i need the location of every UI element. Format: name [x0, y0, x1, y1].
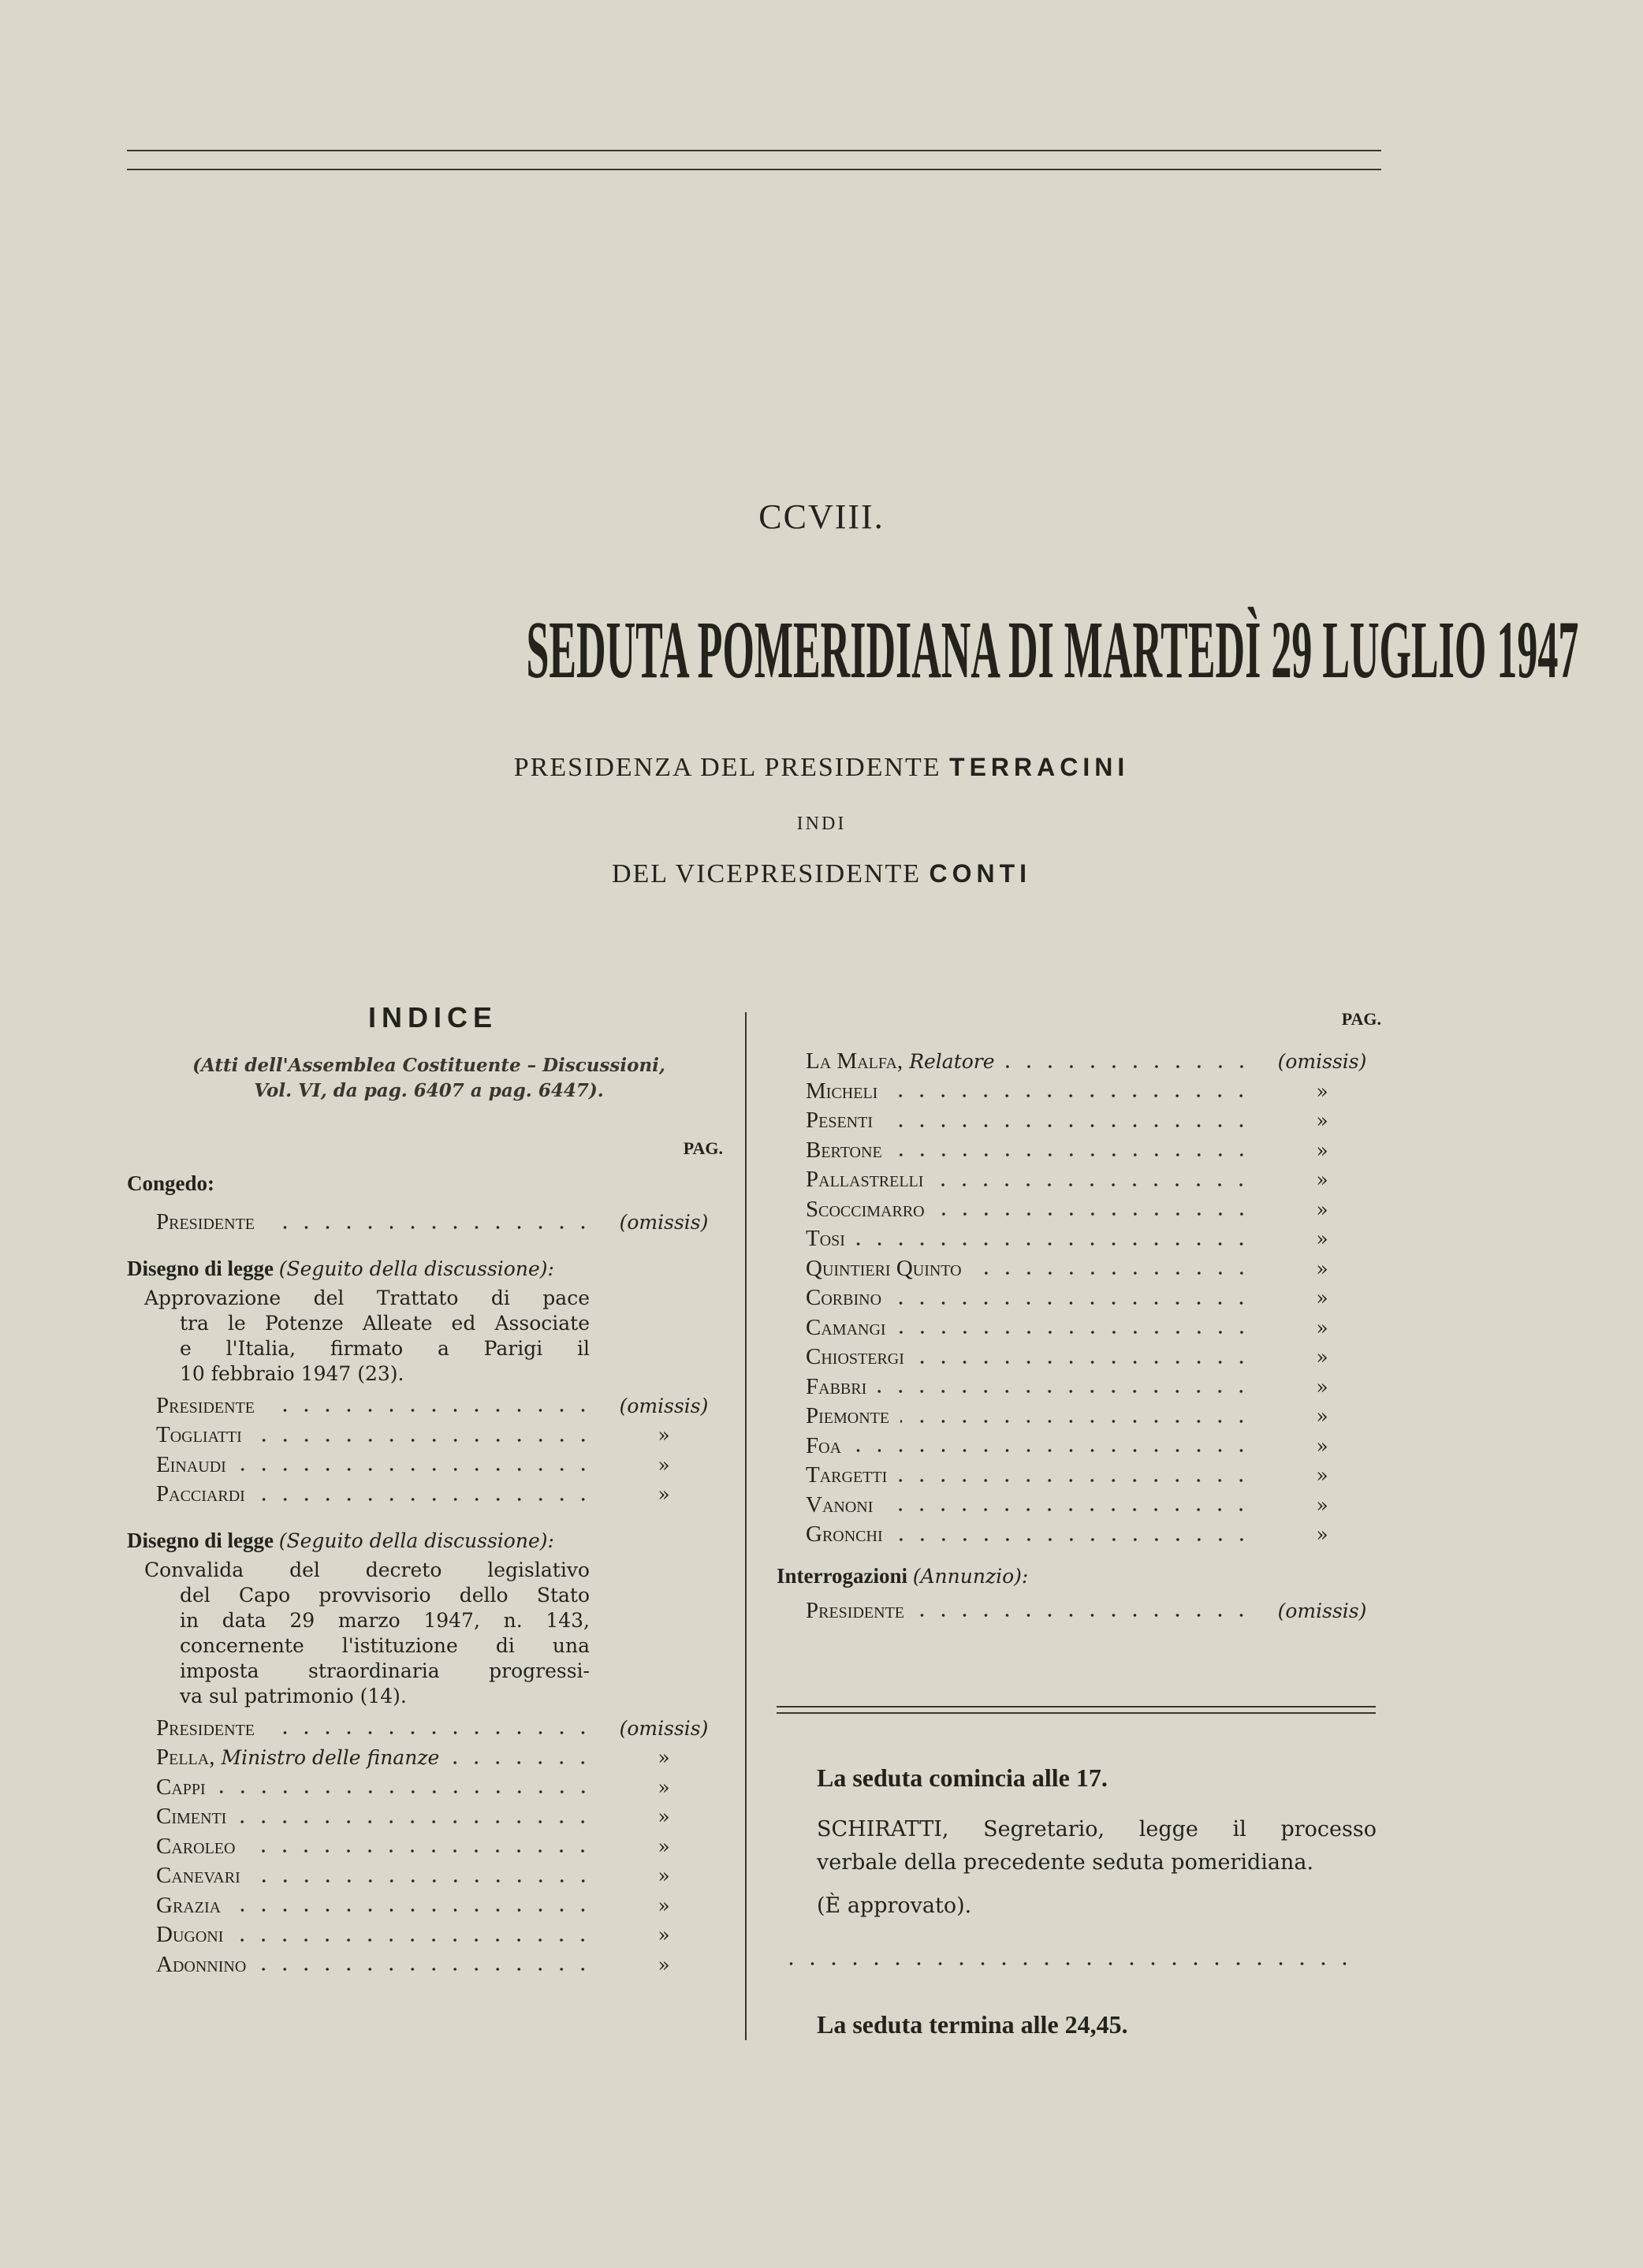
- page-reference: »: [1316, 1168, 1328, 1191]
- dot-leader: [232, 1908, 594, 1912]
- indi-label: INDI: [796, 814, 847, 834]
- index-entry: [777, 1313, 1381, 1343]
- top-rule-2: [127, 169, 1381, 170]
- speaker-name-text: Caroleo: [156, 1833, 236, 1859]
- page-reference: »: [1316, 1287, 1328, 1309]
- speaker-name: [156, 1891, 221, 1921]
- bill-description-line: va sul patrimonio (14).: [180, 1684, 407, 1708]
- speaker-name-text: La Malfa,: [806, 1048, 903, 1074]
- speaker-name: [156, 1802, 226, 1832]
- speaker-name-text: Quintieri Quinto: [806, 1255, 962, 1281]
- page-reference: »: [1316, 1316, 1328, 1339]
- section-heading: [127, 1170, 723, 1197]
- index-source: [127, 1053, 723, 1104]
- dot-leader: [217, 1789, 594, 1794]
- speaker-name: [156, 1861, 240, 1891]
- dot-leader: [884, 1507, 1252, 1512]
- speaker-name: [156, 1208, 255, 1238]
- double-rule-top: [777, 1706, 1376, 1708]
- bill-description-line: Convalida del decreto legislativo: [144, 1558, 590, 1581]
- speaker-name-text: Foa: [806, 1432, 842, 1458]
- page-reference: »: [658, 1775, 670, 1799]
- page-reference: »: [658, 1805, 670, 1828]
- page-reference: »: [1316, 1197, 1328, 1221]
- dot-leader: [251, 1879, 594, 1883]
- index-entry: [127, 1743, 723, 1773]
- dot-leader: [256, 1497, 594, 1502]
- speaker-name-text: Camangi: [806, 1314, 886, 1340]
- dot-leader: [884, 1123, 1252, 1128]
- index-source-line: Vol. VI, da pag. 6407 a pag. 6447).: [254, 1080, 604, 1101]
- speaker-name-text: Presidente: [156, 1209, 255, 1235]
- speaker-name-text: Corbino: [806, 1285, 882, 1310]
- speaker-name: [806, 1077, 877, 1107]
- index-entry: [777, 1520, 1381, 1550]
- index-entry: [127, 1891, 723, 1921]
- minutes-line: SCHIRATTI, Segretario, legge il processo: [817, 1817, 1377, 1842]
- speaker-role: Relatore: [909, 1050, 995, 1073]
- index-source-line: (Atti dell'Assemblea Costituente – Discussioni,: [192, 1055, 665, 1076]
- dot-leader: [237, 1819, 594, 1824]
- index-entry: [127, 1861, 723, 1891]
- dot-leader: [246, 1849, 594, 1853]
- dot-leader: [892, 1301, 1252, 1305]
- index-entry: [777, 1461, 1381, 1491]
- bill-description-line: tra le Potenze Alleate ed Associate: [180, 1311, 590, 1335]
- page-reference: (omissis): [1277, 1599, 1367, 1622]
- page-reference: »: [1316, 1523, 1328, 1546]
- bill-description-line: in data 29 marzo 1947, n. 143,: [180, 1608, 590, 1632]
- speaker-name: [806, 1224, 845, 1254]
- dot-leader: [856, 1242, 1252, 1246]
- page-title: SEDUTA POMERIDIANA DI MARTEDÌ 29 LUGLIO 1947: [526, 605, 1579, 695]
- speaker-name-text: Pacciardi: [156, 1481, 245, 1506]
- index-entry: [777, 1596, 1381, 1626]
- dot-leader: [915, 1613, 1252, 1618]
- speaker-role: Ministro delle finanze: [221, 1746, 440, 1769]
- index-entry: [127, 1391, 723, 1421]
- bill-description: [144, 1558, 590, 1709]
- speaker-name: [806, 1254, 962, 1284]
- page-reference: »: [1316, 1464, 1328, 1487]
- page-reference: »: [658, 1864, 670, 1887]
- speaker-name: [806, 1520, 883, 1550]
- bill-description-line: imposta straordinaria progressi-: [180, 1659, 590, 1682]
- column-divider: [745, 1012, 747, 2040]
- section-heading-note: (Annunzio):: [912, 1564, 1029, 1588]
- bill-description-line: concernente l'istituzione di una: [180, 1633, 590, 1657]
- spacer: [127, 1197, 723, 1208]
- index-entry: [127, 1802, 723, 1832]
- page-reference: »: [1316, 1079, 1328, 1103]
- dot-leader: [893, 1153, 1252, 1157]
- page-reference: »: [1316, 1257, 1328, 1280]
- minutes-line: verbale della precedente seduta pomeridiana.: [817, 1850, 1314, 1875]
- page-reference: »: [1316, 1375, 1328, 1398]
- speaker-name: [156, 1773, 206, 1803]
- speaker-name-text: Vanoni: [806, 1492, 874, 1518]
- president-name: TERRACINI: [949, 753, 1130, 781]
- speaker-name: [156, 1451, 226, 1480]
- speaker-name: [156, 1480, 245, 1510]
- page-reference: »: [658, 1424, 670, 1447]
- speaker-name: [806, 1461, 887, 1491]
- bill-description-line: del Capo provvisorio dello Stato: [180, 1583, 590, 1607]
- speaker-name-text: Cappi: [156, 1774, 206, 1800]
- index-title: INDICE: [367, 1001, 497, 1033]
- speaker-name-text: Scoccimarro: [806, 1196, 925, 1222]
- dot-leader: [253, 1438, 594, 1443]
- dot-leader: [877, 1389, 1252, 1394]
- speaker-name-text: Cimenti: [156, 1804, 227, 1829]
- page-reference: »: [658, 1453, 670, 1477]
- index-entry: [127, 1773, 723, 1803]
- vicepresidency-line: [0, 859, 1643, 889]
- index-entry: [777, 1402, 1381, 1432]
- presidency-line: [0, 753, 1643, 783]
- speaker-name: [156, 1714, 255, 1744]
- index-entry: [777, 1283, 1381, 1313]
- speaker-name: [156, 1391, 255, 1421]
- speaker-name-text: Micheli: [806, 1078, 878, 1104]
- speaker-name: [806, 1195, 925, 1225]
- section-heading-text: Disegno di legge: [127, 1256, 274, 1280]
- speaker-name: [806, 1165, 923, 1195]
- speaker-name-text: Dugoni: [156, 1922, 224, 1947]
- index-entry: [777, 1372, 1381, 1402]
- speaker-list: [777, 1047, 1381, 1550]
- speaker-name-text: Targetti: [806, 1462, 888, 1488]
- index-entry: [777, 1432, 1381, 1462]
- dot-leader: [898, 1478, 1252, 1483]
- bill-description: [144, 1286, 590, 1387]
- section-heading: [777, 1562, 1381, 1590]
- speaker-name: [156, 1832, 235, 1862]
- section-heading-text: Congedo:: [127, 1171, 215, 1195]
- index-sections: [127, 1170, 723, 1979]
- index-entry: [127, 1451, 723, 1480]
- dot-leader: [234, 1938, 594, 1942]
- index-entry: [777, 1224, 1381, 1254]
- index-entry: [777, 1165, 1381, 1195]
- page-reference: »: [1316, 1434, 1328, 1458]
- speaker-name-text: Togliatti: [156, 1422, 242, 1447]
- speaker-name-text: Chiostergi: [806, 1344, 904, 1369]
- index-entry: [127, 1714, 723, 1744]
- dot-leader: [852, 1448, 1252, 1453]
- speaker-name: [806, 1372, 866, 1402]
- index-right-column: [777, 1009, 1381, 1626]
- index-entry: [777, 1077, 1381, 1107]
- page-reference: (omissis): [1277, 1050, 1367, 1073]
- speaker-name: [806, 1432, 841, 1462]
- index-entry: [127, 1421, 723, 1451]
- page-reference: »: [1316, 1346, 1328, 1369]
- index-entry: [777, 1343, 1381, 1372]
- presidency-prefix: PRESIDENZA DEL PRESIDENTE: [513, 753, 941, 782]
- dot-leader: [266, 1408, 594, 1413]
- dot-leader: [894, 1537, 1252, 1542]
- pag-label: PAG.: [683, 1138, 723, 1158]
- speaker-name: [806, 1313, 886, 1343]
- vicepresident-name: CONTI: [929, 859, 1032, 888]
- speaker-name: [156, 1743, 439, 1773]
- index-entry: [127, 1832, 723, 1862]
- speaker-name-text: Bertone: [806, 1137, 882, 1163]
- bill-description-line: 10 febbraio 1947 (23).: [180, 1361, 404, 1385]
- section-heading-note: (Seguito della discussione):: [278, 1257, 554, 1280]
- speaker-name: [806, 1283, 881, 1313]
- speaker-name-text: Adonnino: [156, 1951, 247, 1977]
- page-reference: (omissis): [619, 1716, 709, 1740]
- dot-leader: [973, 1271, 1252, 1276]
- index-entry: [127, 1480, 723, 1510]
- speaker-list: [777, 1596, 1381, 1626]
- index-entry: [127, 1950, 723, 1980]
- dot-leader: [934, 1182, 1252, 1187]
- speaker-name: [806, 1596, 904, 1626]
- dotted-separator: [781, 1961, 1364, 1966]
- speaker-name: [156, 1950, 246, 1980]
- index-entry: [777, 1195, 1381, 1225]
- speaker-name-text: Presidente: [806, 1597, 905, 1623]
- speaker-name-text: Pallastrelli: [806, 1167, 924, 1192]
- page-reference: »: [658, 1834, 670, 1858]
- dot-leader: [900, 1419, 1252, 1424]
- speaker-name-text: Einaudi: [156, 1451, 226, 1477]
- page-reference: »: [1316, 1138, 1328, 1162]
- page-reference: (omissis): [619, 1394, 709, 1417]
- index-entry: [777, 1491, 1381, 1521]
- speaker-name: [806, 1343, 904, 1372]
- section-heading-text: Interrogazioni: [777, 1563, 907, 1588]
- bill-description-line: e l'Italia, firmato a Parigi il: [180, 1336, 590, 1360]
- page-reference: »: [658, 1894, 670, 1917]
- speaker-name-text: Piemonte: [806, 1403, 890, 1428]
- section-heading-text: Disegno di legge: [127, 1528, 274, 1552]
- index-entry: [777, 1106, 1381, 1136]
- section-heading: [127, 1527, 723, 1555]
- page-reference: »: [658, 1746, 670, 1769]
- index-entry: [127, 1208, 723, 1238]
- index-left-column: [127, 1001, 723, 1979]
- double-rule-bottom: [777, 1712, 1376, 1714]
- page-reference: »: [658, 1483, 670, 1506]
- dot-leader: [1006, 1064, 1252, 1069]
- dot-leader: [266, 1225, 594, 1230]
- page-reference: »: [1316, 1493, 1328, 1517]
- section-heading-note: (Seguito della discussione):: [278, 1529, 554, 1552]
- top-rule-1: [127, 150, 1381, 151]
- speaker-name: [806, 1491, 873, 1521]
- speaker-name-text: Canevari: [156, 1863, 240, 1888]
- speaker-name: [806, 1402, 889, 1432]
- session-start: La seduta comincia alle 17.: [817, 1763, 1108, 1792]
- page-reference: »: [1316, 1109, 1328, 1132]
- speaker-name-text: Presidente: [156, 1715, 255, 1741]
- vice-prefix: DEL VICEPRESIDENTE: [611, 859, 921, 888]
- dot-leader: [889, 1093, 1252, 1098]
- index-entry: [777, 1254, 1381, 1284]
- pag-label: PAG.: [1341, 1009, 1381, 1029]
- page-reference: (omissis): [619, 1211, 709, 1234]
- dot-leader: [915, 1360, 1252, 1365]
- bill-description-line: Approvazione del Trattato di pace: [144, 1286, 590, 1309]
- speaker-name: [806, 1047, 995, 1077]
- index-entry: [777, 1136, 1381, 1166]
- session-end: La seduta termina alle 24,45.: [817, 2010, 1128, 2039]
- index-entry: [127, 1920, 723, 1950]
- section-heading: [127, 1255, 723, 1283]
- speaker-name: [156, 1920, 223, 1950]
- speaker-name-text: Grazia: [156, 1892, 222, 1918]
- speaker-name-text: Pesenti: [806, 1108, 874, 1133]
- speaker-name-text: Tosi: [806, 1226, 845, 1251]
- speaker-name-text: Pella,: [156, 1745, 215, 1770]
- page-reference: »: [1316, 1405, 1328, 1428]
- speaker-name-text: Fabbri: [806, 1373, 867, 1399]
- minutes-paragraph: [817, 1813, 1377, 1879]
- speaker-name: [806, 1106, 873, 1136]
- speaker-name: [156, 1421, 242, 1451]
- dot-leader: [237, 1467, 594, 1472]
- dot-leader: [897, 1330, 1252, 1335]
- speaker-name: [806, 1136, 882, 1166]
- dot-leader: [936, 1212, 1252, 1216]
- dot-leader: [450, 1760, 594, 1765]
- speaker-name-text: Gronchi: [806, 1521, 883, 1547]
- speaker-name-text: Presidente: [156, 1392, 255, 1418]
- dot-leader: [266, 1730, 594, 1735]
- index-entry: [777, 1047, 1381, 1077]
- page-reference: »: [658, 1924, 670, 1946]
- page-title-wrap: [0, 607, 1643, 694]
- page-reference: »: [658, 1953, 670, 1976]
- session-number: CCVIII.: [758, 497, 885, 536]
- approved-note: (È approvato).: [817, 1894, 972, 1918]
- page-reference: »: [1316, 1227, 1328, 1250]
- dot-leader: [257, 1967, 594, 1972]
